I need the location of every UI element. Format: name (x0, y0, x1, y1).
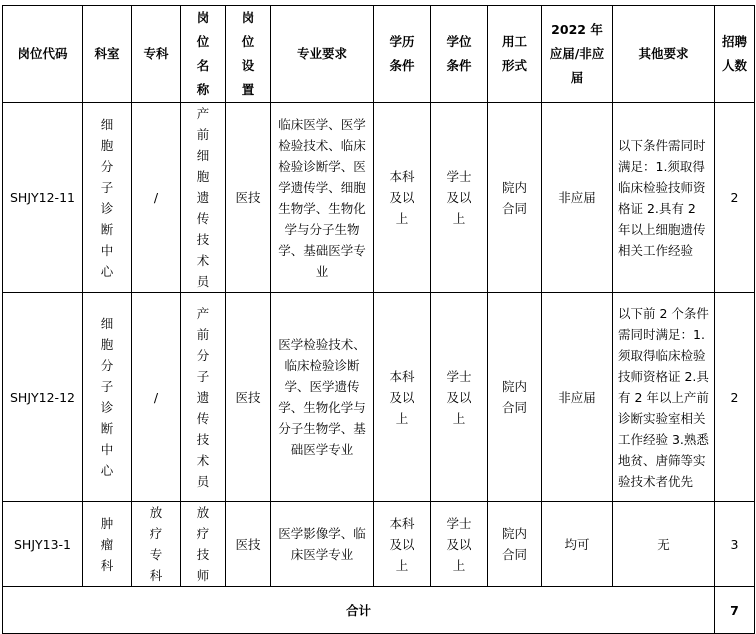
header-cell: 专科 (132, 6, 181, 103)
header-row (3, 6, 755, 103)
count-cell: 3 (715, 502, 755, 587)
degree-cell: 学士及以上 (431, 293, 488, 502)
specialty-cell: / (132, 293, 181, 502)
position-cell: 产前分子遗传技术员 (181, 293, 226, 502)
employment-cell: 院内合同 (488, 103, 542, 293)
table-row (3, 502, 755, 587)
major-cell: 医学影像学、临床医学专业 (271, 502, 374, 587)
employment-cell: 院内合同 (488, 502, 542, 587)
header-cell: 岗位设置 (226, 6, 271, 103)
code-cell: SHJY12-11 (3, 103, 83, 293)
dept-cell: 肿瘤科 (83, 502, 132, 587)
code-cell: SHJY13-1 (3, 502, 83, 587)
graduate-cell: 非应届 (542, 293, 613, 502)
code-cell: SHJY12-12 (3, 293, 83, 502)
degree-cell: 学士及以上 (431, 103, 488, 293)
header-cell: 岗位名称 (181, 6, 226, 103)
dept-cell: 细胞分子诊断中心 (83, 103, 132, 293)
total-label: 合计 (3, 587, 715, 634)
specialty-cell: 放疗专科 (132, 502, 181, 587)
degree-cell: 学士及以上 (431, 502, 488, 587)
position-cell: 产前细胞遗传技术员 (181, 103, 226, 293)
other-cell: 以下前 2 个条件需同时满足：1.须取得临床检验技师资格证 2.具有 2 年以上产前诊断实验室相关工作经验 3.熟悉地贫、唐筛等实验技术者优先 (613, 293, 715, 502)
table-row (3, 293, 755, 502)
header-cell: 用工形式 (488, 6, 542, 103)
header-cell: 专业要求 (271, 6, 374, 103)
header-cell: 学历条件 (374, 6, 431, 103)
header-cell: 2022 年应届/非应届 (542, 6, 613, 103)
setting-cell: 医技 (226, 502, 271, 587)
education-cell: 本科及以上 (374, 502, 431, 587)
graduate-cell: 均可 (542, 502, 613, 587)
setting-cell: 医技 (226, 293, 271, 502)
total-count: 7 (715, 587, 755, 634)
header-cell: 科室 (83, 6, 132, 103)
position-cell: 放疗技师 (181, 502, 226, 587)
header-cell: 岗位代码 (3, 6, 83, 103)
header-cell: 招聘人数 (715, 6, 755, 103)
header-cell: 其他要求 (613, 6, 715, 103)
count-cell: 2 (715, 293, 755, 502)
total-row (3, 587, 755, 634)
major-cell: 临床医学、医学检验技术、临床检验诊断学、医学遗传学、细胞生物学、生物化学与分子生物学、基础医学专业 (271, 103, 374, 293)
header-cell: 学位条件 (431, 6, 488, 103)
setting-cell: 医技 (226, 103, 271, 293)
other-cell: 无 (613, 502, 715, 587)
table-row (3, 103, 755, 293)
education-cell: 本科及以上 (374, 293, 431, 502)
other-cell: 以下条件需同时满足：1.须取得临床检验技师资格证 2.具有 2 年以上细胞遗传相关工作经验 (613, 103, 715, 293)
count-cell: 2 (715, 103, 755, 293)
recruitment-table (2, 5, 755, 634)
education-cell: 本科及以上 (374, 103, 431, 293)
major-cell: 医学检验技术、临床检验诊断学、医学遗传学、生物化学与分子生物学、基础医学专业 (271, 293, 374, 502)
employment-cell: 院内合同 (488, 293, 542, 502)
specialty-cell: / (132, 103, 181, 293)
dept-cell: 细胞分子诊断中心 (83, 293, 132, 502)
graduate-cell: 非应届 (542, 103, 613, 293)
